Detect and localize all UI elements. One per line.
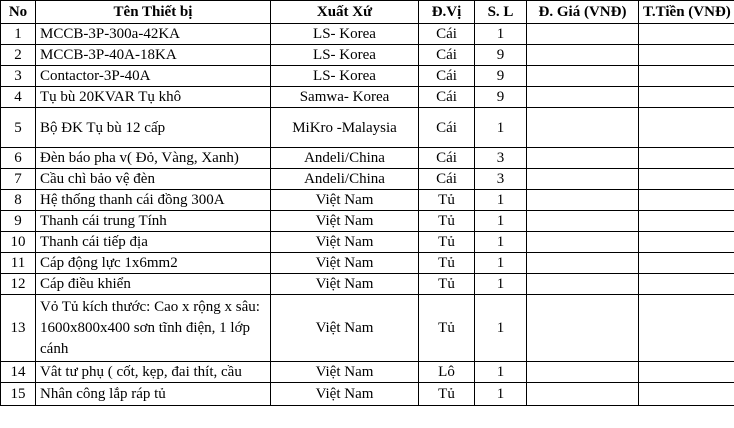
header-row <box>1 1 734 24</box>
cell-origin[interactable]: LS- Korea <box>271 45 419 66</box>
header-price[interactable]: Đ. Giá (VNĐ) <box>527 1 639 24</box>
cell-unit[interactable]: Tủ <box>419 383 475 406</box>
table-row <box>1 24 734 45</box>
header-unit[interactable]: Đ.Vị <box>419 1 475 24</box>
cell-unit[interactable]: Tủ <box>419 253 475 274</box>
cell-origin[interactable]: Việt Nam <box>271 383 419 406</box>
cell-origin[interactable]: Andeli/China <box>271 169 419 190</box>
cell-total[interactable] <box>639 362 734 383</box>
cell-unit[interactable]: Cái <box>419 66 475 87</box>
cell-price[interactable] <box>527 274 639 295</box>
cell-no[interactable]: 1 <box>1 24 36 45</box>
cell-qty[interactable]: 9 <box>475 66 527 87</box>
cell-total[interactable] <box>639 108 734 148</box>
cell-no[interactable]: 13 <box>1 295 36 362</box>
cell-no[interactable]: 12 <box>1 274 36 295</box>
cell-price[interactable] <box>527 24 639 45</box>
table-row <box>1 148 734 169</box>
cell-price[interactable] <box>527 362 639 383</box>
cell-total[interactable] <box>639 45 734 66</box>
cell-name[interactable]: Hệ thống thanh cái đồng 300A <box>36 190 271 211</box>
cell-qty[interactable]: 1 <box>475 253 527 274</box>
cell-origin[interactable]: Việt Nam <box>271 253 419 274</box>
cell-no[interactable]: 3 <box>1 66 36 87</box>
cell-price[interactable] <box>527 253 639 274</box>
cell-price[interactable] <box>527 169 639 190</box>
cell-origin[interactable]: Việt Nam <box>271 295 419 362</box>
cell-unit[interactable]: Cái <box>419 169 475 190</box>
cell-qty[interactable]: 1 <box>475 190 527 211</box>
cell-origin[interactable]: LS- Korea <box>271 24 419 45</box>
cell-no[interactable]: 7 <box>1 169 36 190</box>
cell-total[interactable] <box>639 274 734 295</box>
cell-origin[interactable]: Việt Nam <box>271 232 419 253</box>
cell-no[interactable]: 9 <box>1 211 36 232</box>
cell-qty[interactable]: 9 <box>475 87 527 108</box>
cell-price[interactable] <box>527 232 639 253</box>
cell-total[interactable] <box>639 211 734 232</box>
table-row <box>1 45 734 66</box>
cell-qty[interactable]: 1 <box>475 108 527 148</box>
cell-no[interactable]: 15 <box>1 383 36 406</box>
cell-name[interactable]: Tụ bù 20KVAR Tụ khô <box>36 87 271 108</box>
table-row <box>1 169 734 190</box>
cell-unit[interactable]: Tủ <box>419 295 475 362</box>
cell-no[interactable]: 8 <box>1 190 36 211</box>
cell-origin[interactable]: Việt Nam <box>271 274 419 295</box>
cell-qty[interactable]: 1 <box>475 274 527 295</box>
header-name[interactable]: Tên Thiết bị <box>36 1 271 24</box>
cell-unit[interactable]: Tủ <box>419 232 475 253</box>
cell-price[interactable] <box>527 148 639 169</box>
cell-name[interactable]: MCCB-3P-40A-18KA <box>36 45 271 66</box>
cell-unit[interactable]: Cái <box>419 108 475 148</box>
cell-qty[interactable]: 1 <box>475 362 527 383</box>
cell-qty[interactable]: 1 <box>475 232 527 253</box>
cell-total[interactable] <box>639 383 734 406</box>
cell-total[interactable] <box>639 148 734 169</box>
cell-price[interactable] <box>527 383 639 406</box>
cell-name[interactable]: Vât tư phụ ( cốt, kẹp, đai thít, cầu <box>36 362 271 383</box>
cell-name[interactable]: Thanh cái trung Tính <box>36 211 271 232</box>
table-row <box>1 66 734 87</box>
cell-name[interactable]: Vỏ Tủ kích thước: Cao x rộng x sâu: 1600x800x400 sơn tĩnh điện, 1 lớp cánh <box>36 295 271 362</box>
cell-price[interactable] <box>527 45 639 66</box>
cell-qty[interactable]: 1 <box>475 211 527 232</box>
cell-unit[interactable]: Cái <box>419 87 475 108</box>
cell-total[interactable] <box>639 66 734 87</box>
table-row <box>1 253 734 274</box>
cell-total[interactable] <box>639 190 734 211</box>
table-row <box>1 211 734 232</box>
cell-origin[interactable]: Andeli/China <box>271 148 419 169</box>
cell-name[interactable]: Bộ ĐK Tụ bù 12 cấp <box>36 108 271 148</box>
cell-name[interactable]: Cầu chì bảo vệ đèn <box>36 169 271 190</box>
cell-no[interactable]: 11 <box>1 253 36 274</box>
cell-origin[interactable]: Việt Nam <box>271 362 419 383</box>
cell-unit[interactable]: Tủ <box>419 190 475 211</box>
cell-origin[interactable]: MiKro -Malaysia <box>271 108 419 148</box>
cell-no[interactable]: 5 <box>1 108 36 148</box>
table-row <box>1 274 734 295</box>
cell-no[interactable]: 2 <box>1 45 36 66</box>
cell-no[interactable]: 14 <box>1 362 36 383</box>
cell-origin[interactable]: Việt Nam <box>271 211 419 232</box>
cell-origin[interactable]: Việt Nam <box>271 190 419 211</box>
cell-name[interactable]: MCCB-3P-300a-42KA <box>36 24 271 45</box>
cell-no[interactable]: 6 <box>1 148 36 169</box>
table-row <box>1 108 734 148</box>
cell-no[interactable]: 10 <box>1 232 36 253</box>
table-row <box>1 295 734 362</box>
cell-qty[interactable]: 1 <box>475 295 527 362</box>
cell-qty[interactable]: 3 <box>475 148 527 169</box>
cell-name[interactable]: Cáp điều khiển <box>36 274 271 295</box>
cell-name[interactable]: Đèn báo pha v( Đỏ, Vàng, Xanh) <box>36 148 271 169</box>
cell-total[interactable] <box>639 169 734 190</box>
cell-qty[interactable]: 1 <box>475 383 527 406</box>
cell-unit[interactable]: Tủ <box>419 211 475 232</box>
header-qty[interactable]: S. L <box>475 1 527 24</box>
cell-price[interactable] <box>527 295 639 362</box>
cell-name[interactable]: Nhân công lắp ráp tủ <box>36 383 271 406</box>
cell-unit[interactable]: Cái <box>419 45 475 66</box>
table-row <box>1 362 734 383</box>
cell-unit[interactable]: Lô <box>419 362 475 383</box>
cell-origin[interactable]: Samwa- Korea <box>271 87 419 108</box>
table-row <box>1 232 734 253</box>
cell-total[interactable] <box>639 24 734 45</box>
cell-price[interactable] <box>527 66 639 87</box>
cell-total[interactable] <box>639 87 734 108</box>
table-row <box>1 87 734 108</box>
cell-qty[interactable]: 9 <box>475 45 527 66</box>
cell-price[interactable] <box>527 211 639 232</box>
cell-name[interactable]: Contactor-3P-40A <box>36 66 271 87</box>
cell-price[interactable] <box>527 190 639 211</box>
header-total[interactable]: T.Tiền (VNĐ) <box>639 1 734 24</box>
header-origin[interactable]: Xuất Xứ <box>271 1 419 24</box>
cell-price[interactable] <box>527 108 639 148</box>
cell-qty[interactable]: 3 <box>475 169 527 190</box>
header-no[interactable]: No <box>1 1 36 24</box>
cell-total[interactable] <box>639 232 734 253</box>
cell-origin[interactable]: LS- Korea <box>271 66 419 87</box>
cell-no[interactable]: 4 <box>1 87 36 108</box>
table-row <box>1 383 734 406</box>
cell-total[interactable] <box>639 295 734 362</box>
cell-name[interactable]: Cáp động lực 1x6mm2 <box>36 253 271 274</box>
cell-price[interactable] <box>527 87 639 108</box>
cell-qty[interactable]: 1 <box>475 24 527 45</box>
cell-unit[interactable]: Cái <box>419 24 475 45</box>
cell-name[interactable]: Thanh cái tiếp địa <box>36 232 271 253</box>
cell-unit[interactable]: Cái <box>419 148 475 169</box>
cell-unit[interactable]: Tủ <box>419 274 475 295</box>
table-row <box>1 190 734 211</box>
cell-total[interactable] <box>639 253 734 274</box>
